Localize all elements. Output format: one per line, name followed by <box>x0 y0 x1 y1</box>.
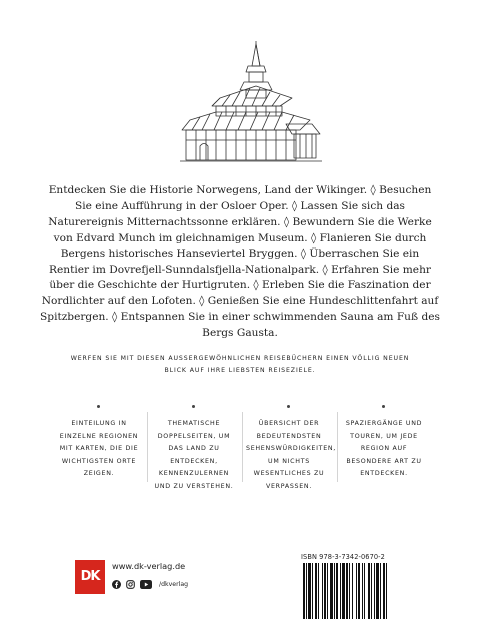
youtube-icon[interactable] <box>140 580 152 589</box>
publisher-website[interactable]: www.dk-verlag.de <box>112 561 186 571</box>
bullet-dot <box>382 405 385 408</box>
feature-item <box>147 402 241 492</box>
social-links <box>112 578 188 590</box>
feature-text: EINTEILUNG IN EINZELNE REGIONEN MIT KARTEN, DIE DIE WICHTIGSTEN ORTE ZEIGEN. <box>59 420 139 478</box>
instagram-icon[interactable] <box>126 580 135 589</box>
feature-text: THEMATISCHE DOPPELSEITEN, UM DAS LAND ZU ENTDECKEN, KENNENZULERNEN UND ZU VERSTEHEN. <box>154 420 234 490</box>
column-divider <box>242 412 243 482</box>
column-divider <box>147 412 148 482</box>
column-divider <box>337 412 338 482</box>
feature-list <box>52 402 432 492</box>
feature-text: SPAZIERGÄNGE UND TOUREN, UM JEDE REGION AUF BESONDERE ART ZU ENTDECKEN. <box>345 420 423 478</box>
bullet-dot <box>192 405 195 408</box>
intro-text: Entdecken Sie die Historie Norwegens, Land der Wikinger. ◊ Besuchen Sie eine Aufführung in der Osloer Oper. ◊ Lassen Sie sich das Naturereignis Mitternachtssonne erklären. ◊ Bewundern Sie die Werke von Edvard Munch im gleichnamigen Museum. ◊ Flanieren Sie durch Bergens historisches Hanseviertel Bryggen. ◊ Überraschen Sie ein Rentier im Dovrefjell-Sunndalsfjella-Nationalpark. ◊ Erfahren Sie mehr über die Geschichte der Hurtigruten. ◊ Erleben Sie die Faszination der Nordlichter auf den Lofoten. ◊ Genießen Sie eine Hundeschlittenfahrt auf Spitzbergen. ◊ Entspannen Sie in einer schwimmenden Sauna am Fuß des Bergs Gausta. <box>40 184 440 340</box>
barcode <box>301 563 426 619</box>
social-handle: /dkverlag <box>159 580 189 588</box>
bullet-dot <box>97 405 100 408</box>
stave-church-illustration <box>160 40 330 170</box>
tagline: WERFEN SIE MIT DIESEN AUSSERGEWÖHNLICHEN REISEBÜCHERN EINEN VÖLLIG NEUEN BLICK AUF IHRE LIEBSTEN REISEZIELE. <box>70 355 410 374</box>
facebook-icon[interactable] <box>112 580 121 589</box>
feature-item <box>337 402 431 492</box>
dk-logo: DK <box>75 560 105 594</box>
bullet-dot <box>287 405 290 408</box>
isbn-number: ISBN 978-3-7342-0670-2 <box>301 553 385 561</box>
feature-text: ÜBERSICHT DER BEDEUTENDSTEN SEHENSWÜRDIGKEITEN, UM NICHTS WESENTLICHES ZU VERPASSEN. <box>246 420 336 490</box>
feature-item <box>242 402 336 492</box>
feature-item <box>52 402 146 492</box>
